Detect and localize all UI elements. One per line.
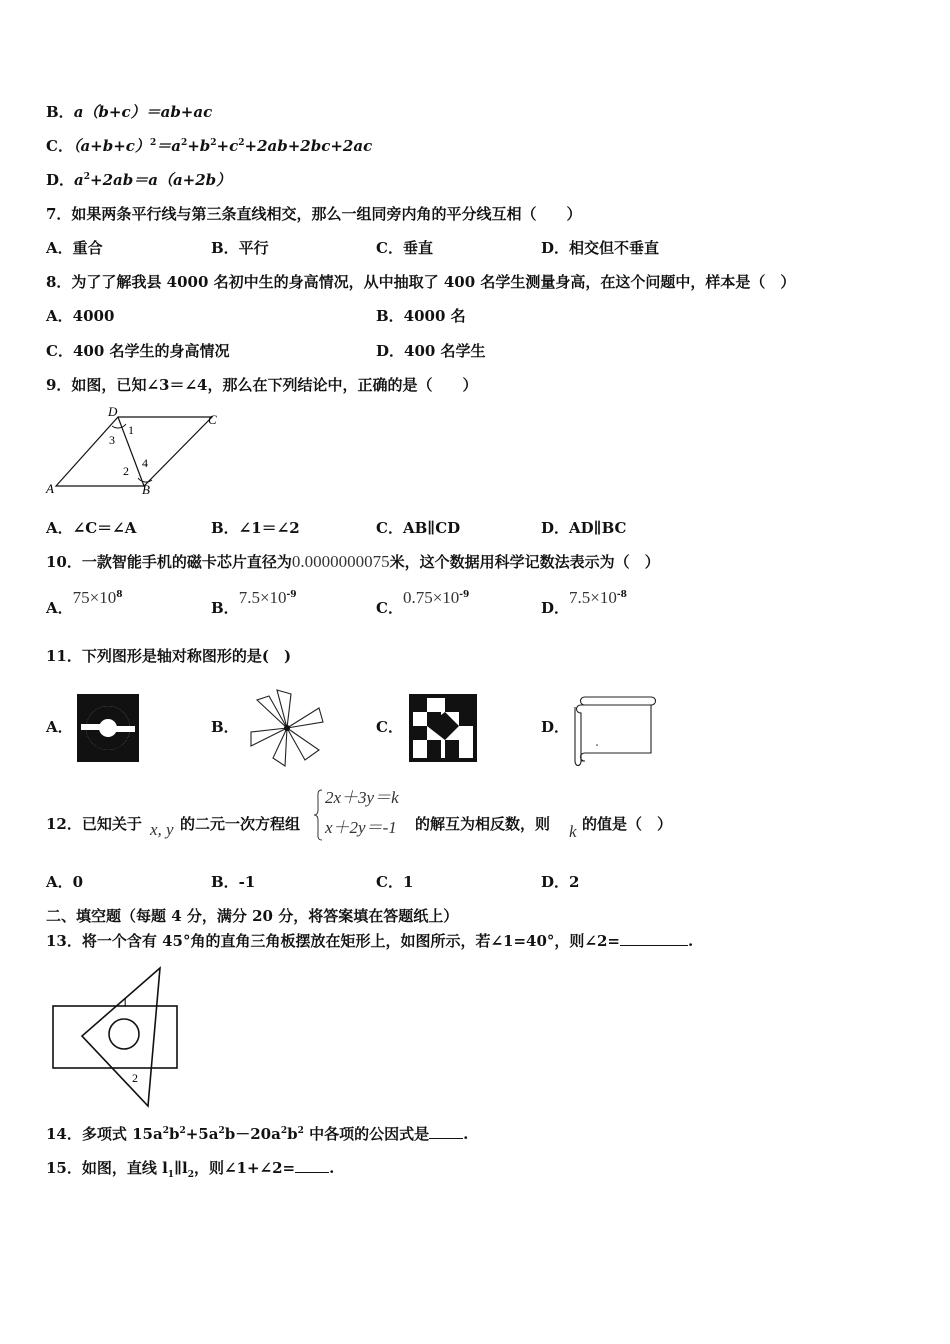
q9-stem: 9．如图，已知∠3＝∠4，那么在下列结论中，正确的是（ ） [46, 376, 478, 394]
q10-option-a: A．$75\times 10^8$ [46, 588, 123, 617]
q9-option-a: A．∠C＝∠A [46, 519, 137, 537]
q6-option-b: B．a（b+c）＝ab+ac [46, 103, 213, 121]
q12-option-c: C．1 [376, 873, 414, 891]
q11-figure-c [409, 694, 477, 762]
q12-equation-2: x＋2y＝-1 [325, 818, 397, 837]
q11-figure-a [77, 694, 139, 762]
q7-option-b: B．平行 [211, 239, 269, 257]
q9-option-c: C．AB∥CD [376, 519, 461, 537]
q7-option-c: C．垂直 [376, 239, 433, 257]
q12-option-a: A．0 [46, 873, 84, 891]
q11-option-a-label: A． [46, 718, 73, 736]
section-2-title: 二、填空题（每题 4 分，满分 20 分，将答案填在答题纸上） [46, 907, 459, 925]
q9-option-b: B．∠1＝∠2 [211, 519, 300, 537]
q10-stem: 10．一款智能手机的磁卡芯片直径为0.0000000075米，这个数据用科学记数法表示为（ ） [46, 552, 660, 571]
q8-option-a: A．4000 [46, 307, 115, 325]
q12-stem-d: 的值是（ ） [582, 815, 673, 833]
q9-parallelogram-figure [46, 404, 226, 499]
q11-figure-b [247, 688, 327, 768]
q12-stem-c: 的解互为相反数，则 [415, 815, 551, 833]
q14-stem: 14．多项式 $15a^2b^2+5a^2b-20a^2b^2$ 中各项的公因式是 . [46, 1125, 469, 1143]
q8-option-b: B．4000 名 [376, 307, 466, 325]
q6-option-c: C．$(a+b+c)^2=a^2+b^2+c^2+2ab+2bc+2ac$ [46, 137, 373, 155]
q11-option-c-label: C． [376, 718, 403, 736]
q11-stem: 11．下列图形是轴对称图形的是( ) [46, 647, 292, 665]
q12-system-brace [313, 788, 323, 842]
q9-label-a: A [46, 481, 54, 496]
q12-option-b: B．-1 [211, 873, 256, 891]
q15-stem: 15．如图，直线 $l_1\parallel l_2$，则∠1+∠2= . [46, 1159, 335, 1180]
q7-stem: 7．如果两条平行线与第三条直线相交，那么一组同旁内角的平分线互相（ ） [46, 205, 582, 223]
q9-label-3: 3 [109, 433, 115, 447]
q6-option-d: D．$a^2+2ab=a(a+2b)$ [46, 171, 232, 189]
q11-option-b-label: B． [211, 718, 239, 736]
q8-stem: 8．为了了解我县 4000 名初中生的身高情况，从中抽取了 400 名学生测量身高，在这个问题中，样本是（ ） [46, 273, 796, 291]
q12-stem-b: 的二元一次方程组 [180, 815, 301, 833]
q10-option-b: B．$7.5\times 10^{-9}$ [211, 588, 297, 617]
q12-k: k [569, 822, 577, 841]
q12-equation-1: 2x＋3y＝k [325, 788, 399, 807]
q9-label-1: 1 [128, 423, 134, 437]
q13-angle-2-label: 2 [132, 1071, 138, 1085]
q12-option-d: D．2 [541, 873, 580, 891]
q13-answer-blank[interactable] [620, 931, 688, 946]
q14-answer-blank[interactable] [429, 1124, 463, 1139]
q13-stem: 13．将一个含有 45°角的直角三角板摆放在矩形上，如图所示，若∠1=40°，则∠2= . [46, 932, 694, 950]
q9-label-2: 2 [123, 464, 129, 478]
q11-figure-d [573, 693, 659, 767]
q9-option-d: D．AD∥BC [541, 519, 627, 537]
q11-option-d-label: D． [541, 718, 570, 736]
q9-label-b: B [142, 482, 150, 497]
q7-option-a: A．重合 [46, 239, 103, 257]
q12-vars: x, y [150, 820, 174, 839]
q9-label-c: C [208, 412, 217, 427]
q15-answer-blank[interactable] [295, 1158, 329, 1173]
q12-stem-a: 12．已知关于 [46, 815, 142, 833]
q7-option-d: D．相交但不垂直 [541, 239, 660, 257]
q8-option-d: D．400 名学生 [376, 342, 486, 360]
q10-option-d: D．$7.5\times 10^{-8}$ [541, 588, 627, 617]
q9-label-4: 4 [142, 456, 148, 470]
q13-angle-1-label: 1 [122, 995, 128, 1009]
q9-label-d: D [108, 404, 118, 419]
q13-triangle-rectangle-figure [50, 964, 182, 1108]
q8-option-c: C．400 名学生的身高情况 [46, 342, 230, 360]
q10-option-c: C．$0.75\times 10^{-9}$ [376, 588, 470, 617]
